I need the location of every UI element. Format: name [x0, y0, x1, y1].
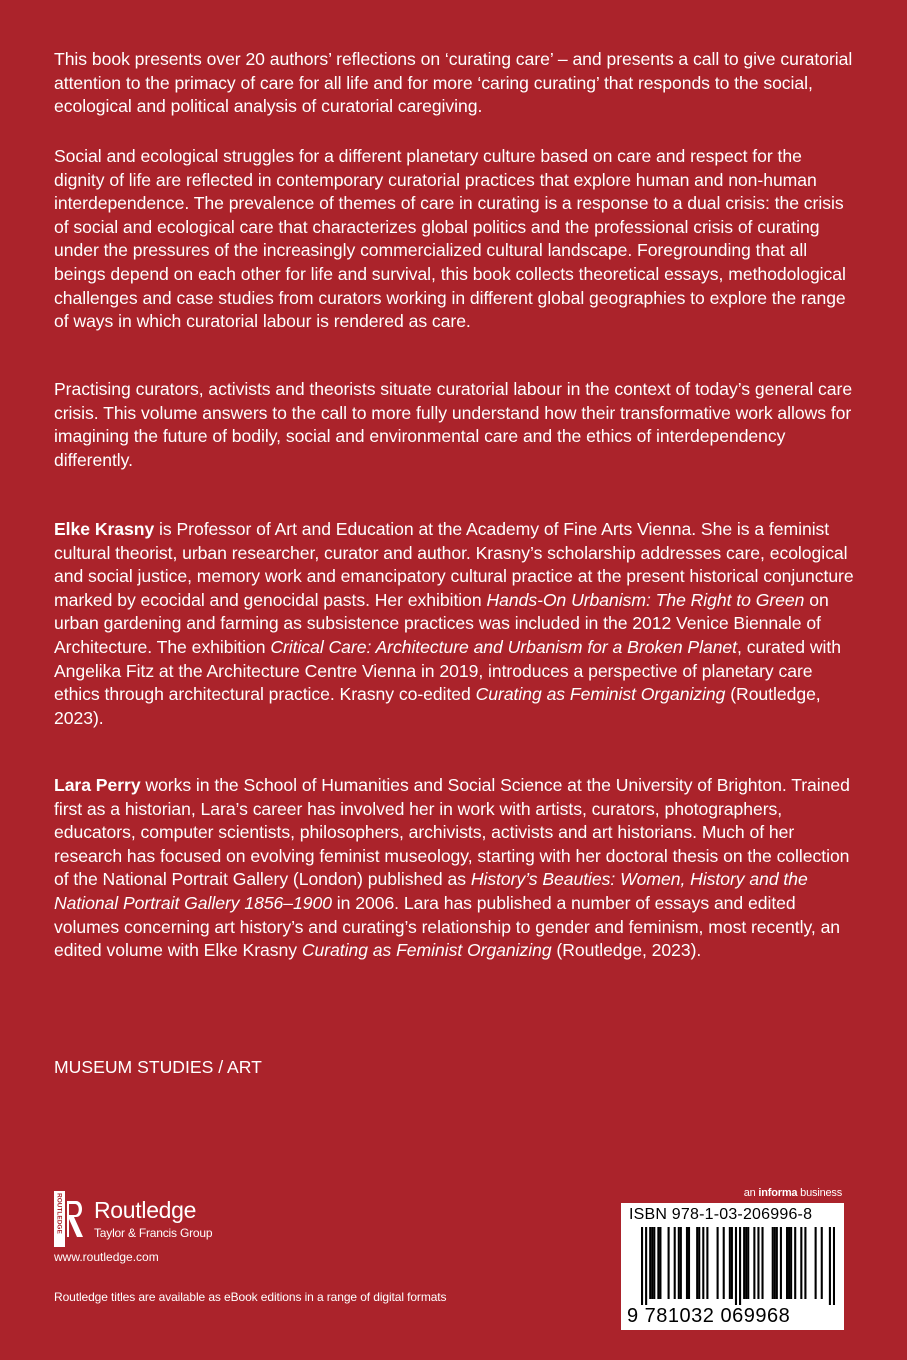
- barcode-bar: [815, 1227, 817, 1299]
- bio-krasny-text-2: on urban gardening and farming as subsistence practices was included in the 2012 Venice Biennale of Architecture. The exhibition: [54, 589, 829, 657]
- barcode-bar: [761, 1227, 763, 1299]
- book-title-hands-on-urbanism: Hands-On Urbanism: The Right to Green: [486, 589, 805, 610]
- barcode-bar: [745, 1227, 747, 1299]
- barcode-bar: [706, 1227, 708, 1299]
- barcode-bar: [747, 1227, 749, 1299]
- ebook-note: Routledge titles are available as eBook editions in a range of digital formats: [54, 1290, 447, 1304]
- author-name-perry: Lara Perry: [54, 775, 141, 795]
- isbn-barcode: [621, 1203, 844, 1330]
- book-title-curating-feminist-2: Curating as Feminist Organizing: [301, 940, 552, 961]
- barcode-bar: [686, 1227, 688, 1299]
- barcode-bar: [651, 1227, 653, 1299]
- bio-perry-text-2: in 2006. Lara has published a number of essays and edited volumes concerning art history’s and curating’s relationship to gender and feminism, most recently, an edited volume with Elke Krasny: [54, 892, 841, 961]
- publisher-group: Taylor & Francis Group: [94, 1226, 213, 1240]
- routledge-logo-icon: [54, 1191, 86, 1247]
- barcode-bar: [800, 1227, 802, 1299]
- barcode-bar: [657, 1227, 659, 1299]
- barcode-bar: [739, 1227, 741, 1305]
- bio-perry-text: [54, 774, 854, 963]
- barcode-bar: [788, 1227, 790, 1299]
- bio-perry-text-3: (Routledge, 2023).: [551, 940, 702, 961]
- barcode-bar: [702, 1227, 704, 1299]
- barcode-bar: [717, 1227, 719, 1299]
- barcode-bar: [659, 1227, 661, 1299]
- bio-krasny-text-1: is Professor of Art and Education at the Academy of Fine Arts Vienna. She is a feminist cultural theorist, urban researcher, curator and author. Krasny’s scholarship addresses care, ecological and social justice, memory work and emancipatory cultural practice at the present historical conjuncture marked by ecocidal and genocidal pasts. Her exhibition: [54, 519, 854, 610]
- barcode-bar: [735, 1227, 737, 1305]
- blurb-paragraph-1: [54, 48, 854, 119]
- blurb-text-1: This book presents over 20 authors’ reflections on ‘curating care’ – and presents a call to give curatorial attention to the primacy of care for all life and for more ‘caring curating’ that responds to the social, ecological and political analysis of curatorial caregiving.: [54, 49, 853, 117]
- barcode-bar: [653, 1227, 655, 1299]
- barcode-bars: [629, 1227, 835, 1305]
- blurb-text-3: Practising curators, activists and theorists situate curatorial labour in the context of today’s general care crisis. This volume answers to the call to more fully understand how their transformative work allows for imagining the future of bodily, social and environmental care and the ethics of interdependency differently.: [54, 379, 853, 470]
- publisher-website: www.routledge.com: [54, 1250, 159, 1264]
- publisher-name: Routledge: [94, 1197, 197, 1223]
- bio-perry-text-1: works in the School of Humanities and Social Science at the University of Brighton. Trained first as a historian, Lara’s career has involved her in work with artists, curators, photographers, educators, computer scientists, philosophers, archivists, activists and art historians. Much of her research has focused on evolving feminist museology, starting with her doctoral thesis on the collection of the National Portrait Gallery (London) published as: [54, 775, 850, 890]
- barcode-bar: [786, 1227, 788, 1299]
- barcode-bar: [649, 1227, 651, 1299]
- informa-pre: an: [743, 1187, 759, 1199]
- barcode-bar: [678, 1227, 680, 1299]
- book-title-historys-beauties: History’s Beauties: Women, History and the National Portrait Gallery 1856–1900: [54, 869, 808, 913]
- author-name-krasny: Elke Krasny: [54, 519, 155, 539]
- barcode-bar: [774, 1227, 776, 1299]
- barcode-bar: [731, 1227, 733, 1299]
- blurb-paragraph-2: [54, 145, 854, 334]
- barcode-bar: [757, 1227, 759, 1299]
- subject-category: MUSEUM STUDIES / ART: [54, 1057, 262, 1077]
- author-bio-krasny: [54, 518, 854, 730]
- informa-post: business: [797, 1187, 842, 1199]
- barcode-bar: [780, 1227, 782, 1299]
- barcode-bar: [821, 1227, 823, 1299]
- barcode-bar: [680, 1227, 682, 1299]
- barcode-bar: [829, 1227, 831, 1305]
- barcode-bar: [688, 1227, 690, 1299]
- blurb-paragraph-3: [54, 378, 854, 472]
- book-title-critical-care: Critical Care: Architecture and Urbanism for a Broken Planet: [270, 636, 738, 657]
- barcode-bar: [794, 1227, 796, 1299]
- barcode-bar: [641, 1227, 643, 1305]
- barcode-bar: [729, 1227, 731, 1299]
- barcode-bar: [743, 1227, 745, 1299]
- barcode-bar: [753, 1227, 755, 1299]
- barcode-bar: [772, 1227, 774, 1299]
- bio-krasny-text-4: (Routledge, 2023).: [54, 684, 821, 728]
- publisher-logo: [54, 1191, 254, 1247]
- author-bio-perry: [54, 774, 854, 963]
- barcode-bar: [833, 1227, 835, 1305]
- bio-krasny-text: [54, 518, 854, 730]
- barcode-bar: [668, 1227, 670, 1299]
- barcode-bar: [674, 1227, 676, 1299]
- barcode-digits: 9 781032 069968: [627, 1305, 791, 1327]
- barcode-bar: [698, 1227, 700, 1299]
- blurb-text-2: Social and ecological struggles for a different planetary culture based on care and respect for the dignity of life are reflected in contemporary curatorial practices that explore human and non-human interdependence. The prevalence of themes of care in curating is a response to a dual crisis: the crisis of social and ecological care that characterizes global politics and the professional crisis of curating under the pressures of the increasingly commercialized cultural landscape. Foregrounding that all beings depend on each other for life and survival, this book collects theoretical essays, methodological challenges and case studies from curators working in different global geographies to explore the range of ways in which curatorial labour is rendered as care.: [54, 146, 846, 332]
- informa-word: informa: [758, 1187, 798, 1199]
- barcode-bar: [696, 1227, 698, 1299]
- barcode-bar: [804, 1227, 806, 1299]
- barcode-bar: [645, 1227, 647, 1305]
- informa-business-line: [744, 1186, 842, 1200]
- barcode-bar: [776, 1227, 778, 1299]
- isbn-label: ISBN 978-1-03-206996-8: [629, 1206, 813, 1223]
- svg-text:ROUTLEDGE: ROUTLEDGE: [55, 1193, 63, 1234]
- barcode-bar: [723, 1227, 725, 1299]
- barcode-bar: [790, 1227, 792, 1299]
- book-title-curating-feminist: Curating as Feminist Organizing: [475, 684, 726, 705]
- bio-krasny-text-3: , curated with Angelika Fitz at the Architecture Centre Vienna in 2019, introduces a perspective of planetary care ethics through architectural practice. Krasny co-edited: [54, 636, 841, 705]
